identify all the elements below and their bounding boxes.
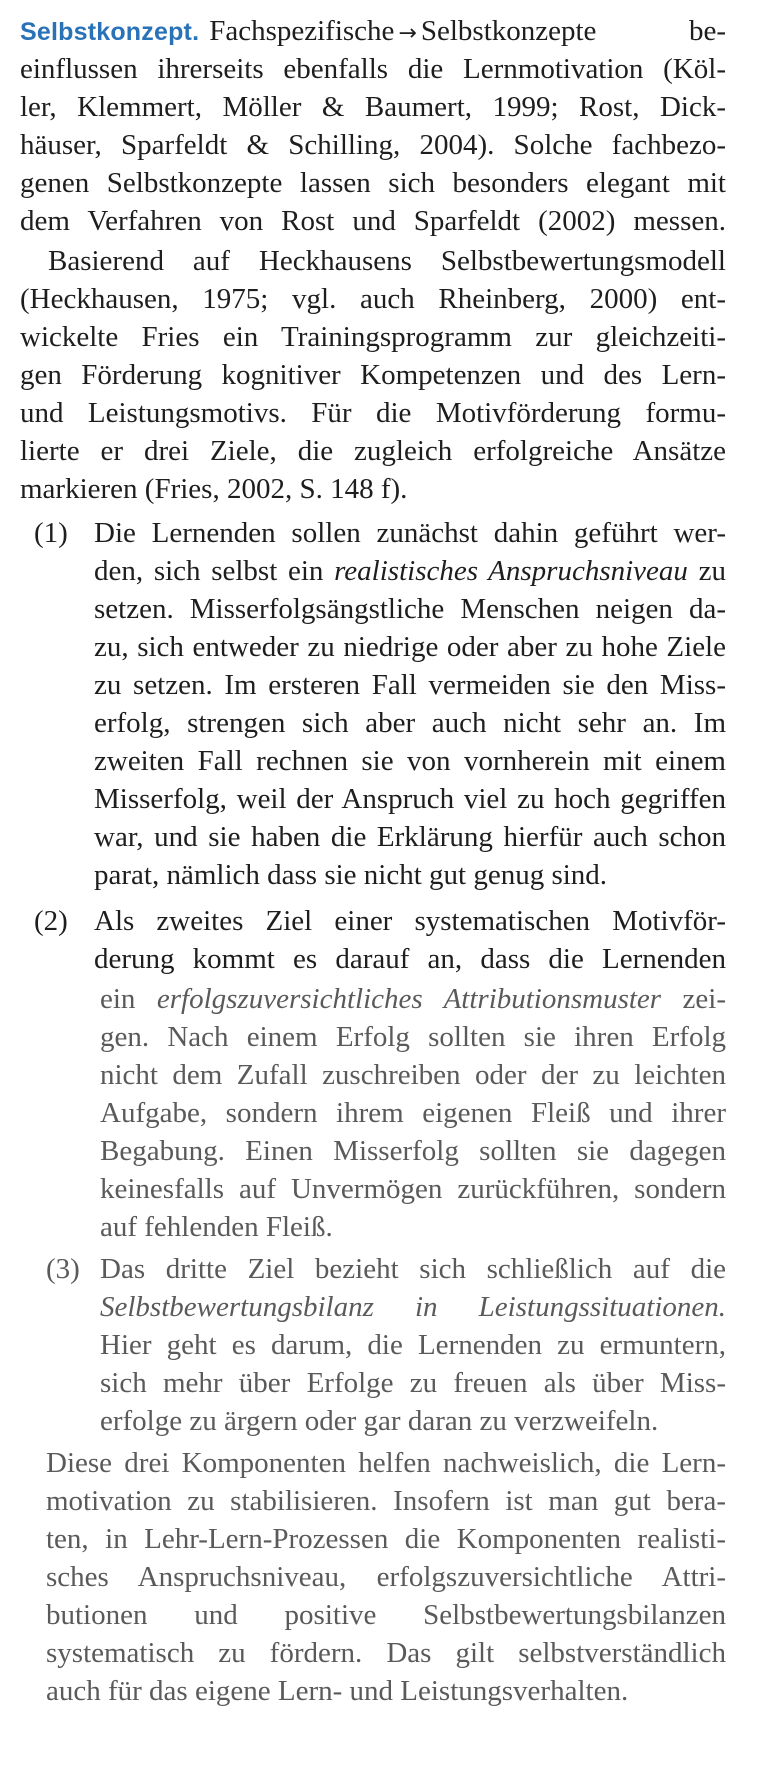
paragraph-1-line-4: häuser, Sparfeldt & Schilling, 2004). Solche fachbezo- [20, 129, 726, 161]
paragraph-2-line-7: markieren (Fries, 2002, S. 148 f). [20, 473, 408, 505]
paragraph-2-line-1: Basierend auf Heckhausens Selbstbewertungsmodell [48, 245, 726, 277]
item-1-line-2: den, sich selbst ein realistisches Anspruchsniveau zu [94, 555, 726, 587]
emphasis-selbstbewertungsbilanz: Selbstbewertungsbilanz in Leistungssituationen. [100, 1291, 726, 1323]
paragraph-2-line-2: (Heckhausen, 1975; vgl. auch Rheinberg, 2000) ent- [20, 283, 726, 315]
item-2-line-2: derung kommt es darauf an, dass die Lernenden [94, 943, 726, 975]
item-2-line-9: auf fehlenden Fleiß. [100, 1211, 333, 1243]
item-3-line-2 [100, 1288, 726, 1326]
item-3-line-1: Das dritte Ziel bezieht sich schließlich auf die [100, 1253, 726, 1285]
paragraph-1-line-1 [20, 12, 726, 50]
item-1-line-1: Die Lernenden sollen zunächst dahin geführt wer- [94, 517, 726, 549]
item-1-line-5: zu setzen. Im ersteren Fall vermeiden sie den Miss- [94, 669, 726, 701]
arrow-symbol: Fachspezifische → Selbstkonzepte be- [209, 15, 726, 47]
paragraph-3-line-5: butionen und positive Selbstbewertungsbilanzen [46, 1599, 726, 1631]
item-1-line-9: war, und sie haben die Erklärung hierfür auch schon [94, 821, 726, 853]
paragraph-2-line-6: lierte er drei Ziele, die zugleich erfolgreiche Ansätze [20, 435, 726, 467]
paragraph-1-line-2: einflussen ihrerseits ebenfalls die Lernmotivation (Köl- [20, 53, 726, 85]
item-2-line-1: Als zweites Ziel einer systematischen Motivför- [94, 905, 726, 937]
item-2-line-4: gen. Nach einem Erfolg sollten sie ihren Erfolg [100, 1021, 726, 1053]
paragraph-3-line-3: ten, in Lehr-Lern-Prozessen die Komponenten realisti- [46, 1523, 726, 1555]
item-2-line-7: Begabung. Einen Misserfolg sollten sie dagegen [100, 1135, 726, 1167]
paragraph-3-line-6: systematisch zu fördern. Das gilt selbstverständlich [46, 1637, 726, 1669]
paragraph-2-line-5: und Leistungsmotivs. Für die Motivförderung formu- [20, 397, 726, 429]
item-2-line-8: keinesfalls auf Unvermögen zurückführen, sondern [100, 1173, 726, 1205]
item-2-line-6: Aufgabe, sondern ihrem eigenen Fleiß und ihrer [100, 1097, 726, 1129]
item-1-line-10: parat, nämlich dass sie nicht gut genug sind. [94, 859, 608, 891]
list-number-2: (2) [34, 905, 68, 937]
item-1-line-7: zweiten Fall rechnen sie von vornherein mit einem [94, 745, 726, 777]
item-3-line-3: Hier geht es darum, die Lernenden zu ermuntern, [100, 1329, 726, 1361]
paragraph-1-line-5: genen Selbstkonzepte lassen sich besonders elegant mit [20, 167, 726, 199]
item-3-line-5: erfolge zu ärgern oder gar daran zu verzweifeln. [100, 1405, 659, 1437]
paragraph-3-line-4: sches Anspruchsniveau, erfolgszuversichtliche Attri- [46, 1561, 726, 1593]
paragraph-1-line-3: ler, Klemmert, Möller & Baumert, 1999; Rost, Dick- [20, 91, 726, 123]
list-number-3: (3) [46, 1253, 80, 1285]
paragraph-2-line-3: wickelte Fries ein Trainingsprogramm zur gleichzeiti- [20, 321, 726, 353]
paragraph-2-line-4: gen Förderung kognitiver Kompetenzen und des Lern- [20, 359, 726, 391]
section-heading: Selbstkonzept. [20, 18, 200, 46]
paragraph-3-line-7: auch für das eigene Lern- und Leistungsverhalten. [46, 1675, 629, 1707]
item-1-line-3: setzen. Misserfolgsängstliche Menschen neigen da- [94, 593, 726, 625]
paragraph-3-line-1: Diese drei Komponenten helfen nachweislich, die Lern- [46, 1447, 726, 1479]
item-1-line-8: Misserfolg, weil der Anspruch viel zu hoch gegriffen [94, 783, 726, 815]
list-number-1: (1) [34, 517, 68, 549]
item-3-line-4: sich mehr über Erfolge zu freuen als über Miss- [100, 1367, 726, 1399]
emphasis-anspruchsniveau: realistisches Anspruchsniveau [334, 555, 688, 587]
item-1-line-6: erfolg, strengen sich aber auch nicht sehr an. Im [94, 707, 726, 739]
paragraph-1-line-6: dem Verfahren von Rost und Sparfeldt (2002) messen. [20, 205, 726, 237]
emphasis-attributionsmuster: erfolgszuversichtliches Attributionsmuster [156, 983, 662, 1015]
item-1-line-4: zu, sich entweder zu niedrige oder aber zu hohe Ziele [94, 631, 726, 663]
item-2-line-3: ein erfolgszuversichtliches Attributionsmuster zei- [100, 983, 726, 1015]
item-2-line-5: nicht dem Zufall zuschreiben oder der zu leichten [100, 1059, 726, 1091]
paragraph-3-line-2: motivation zu stabilisieren. Insofern ist man gut bera- [46, 1485, 726, 1517]
